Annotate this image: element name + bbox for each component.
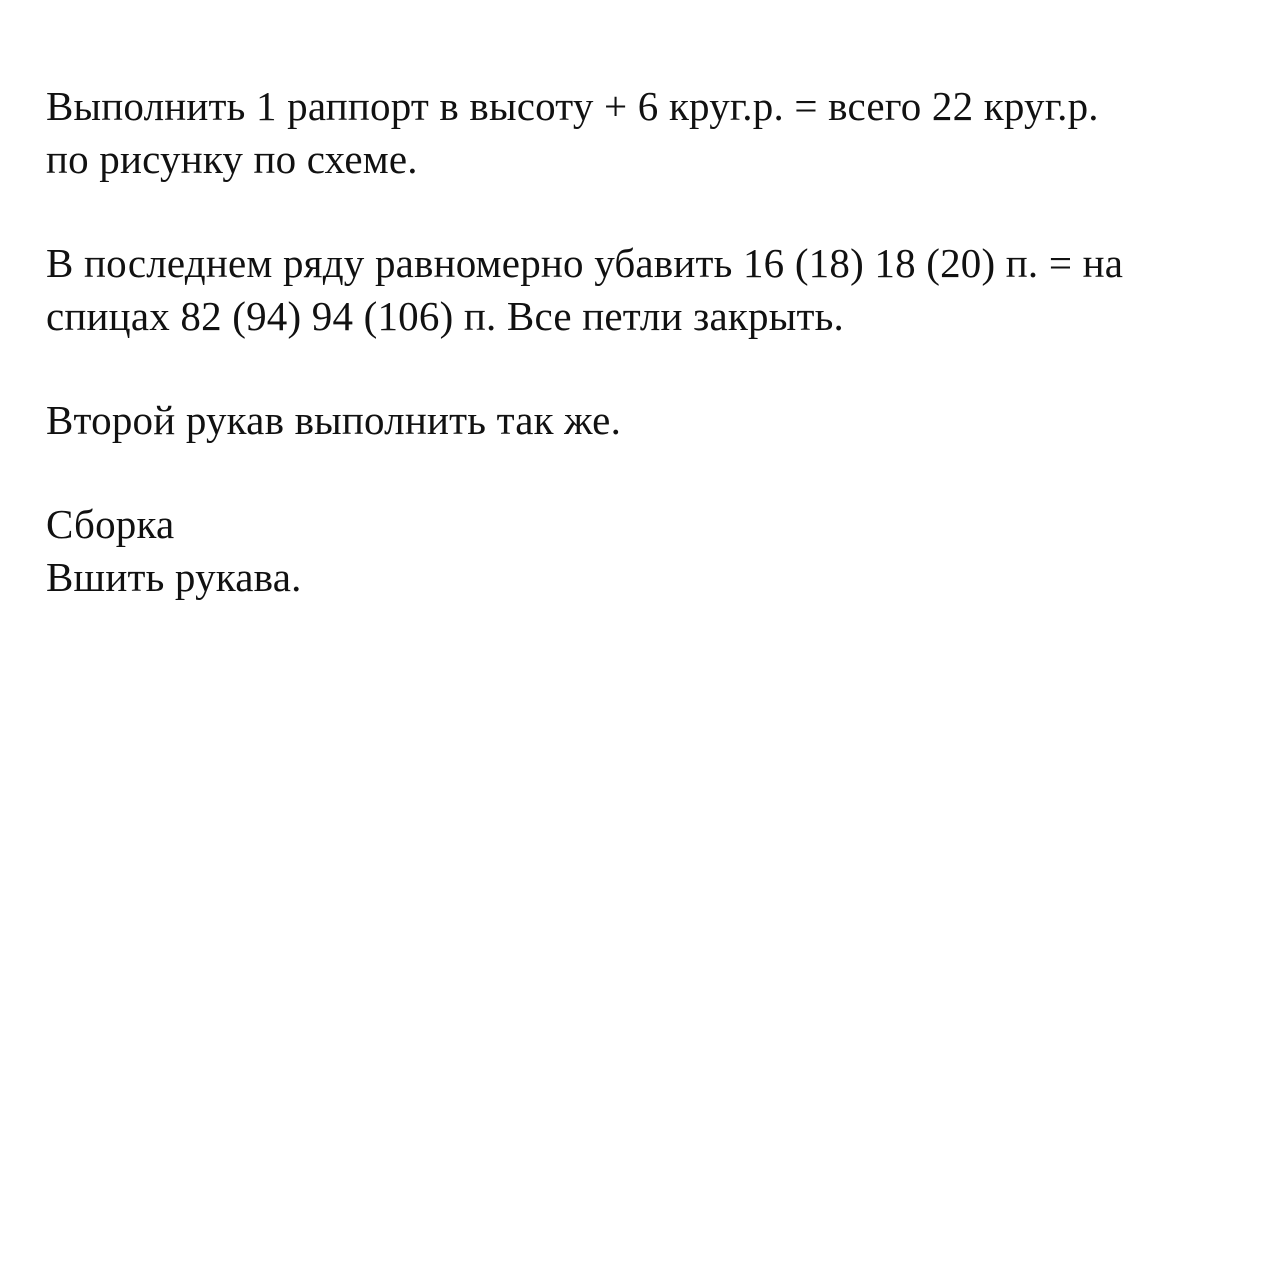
text-line: спицах 82 (94) 94 (106) п. Все петли закрыть. [46, 293, 844, 339]
paragraph-decrease [46, 237, 1246, 343]
text-line: Вшить рукава. [46, 554, 302, 600]
document-body [46, 80, 1246, 655]
text-line: по рисунку по схеме. [46, 136, 418, 182]
paragraph-second-sleeve [46, 394, 1246, 447]
section-heading: Сборка [46, 501, 175, 547]
text-line: Второй рукав выполнить так же. [46, 397, 622, 443]
text-line: В последнем ряду равномерно убавить 16 (18) 18 (20) п. = на [46, 240, 1124, 286]
paragraph-rapport [46, 80, 1246, 186]
text-line: Выполнить 1 раппорт в высоту + 6 круг.р. = всего 22 круг.р. [46, 83, 1099, 129]
paragraph-assembly [46, 498, 1246, 604]
